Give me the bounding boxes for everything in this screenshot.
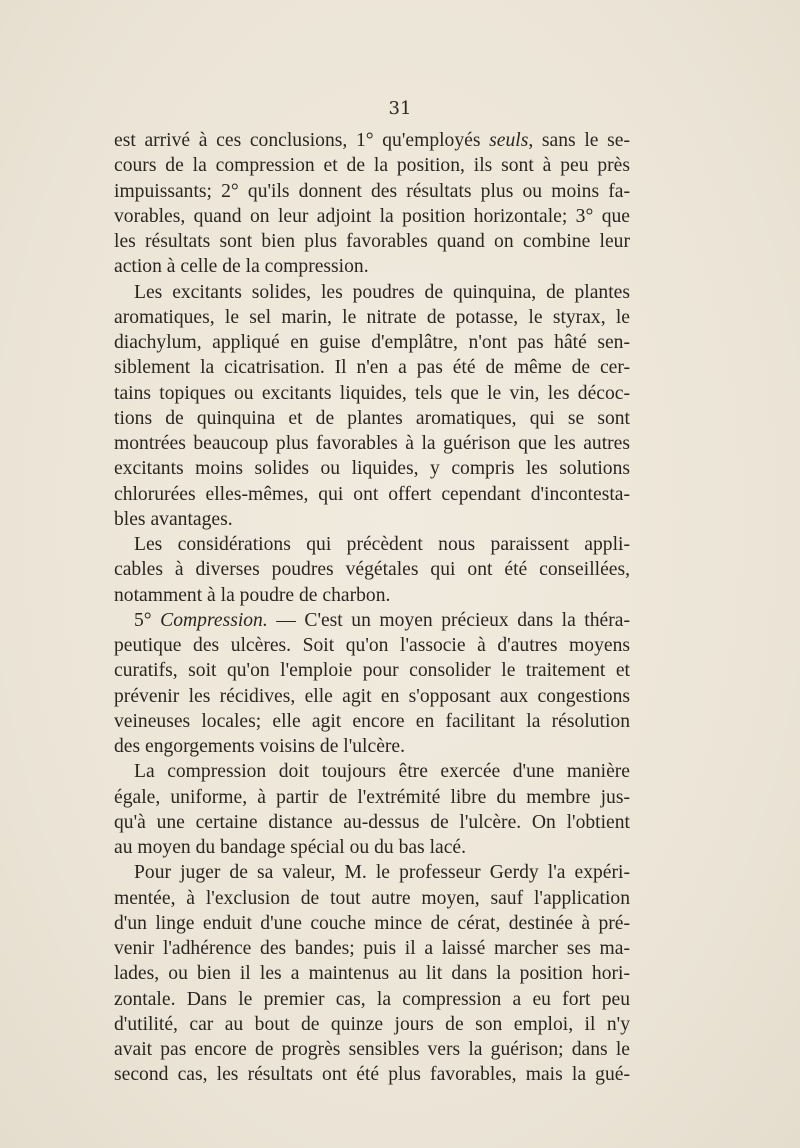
- text-line: cours de la compression et de la position, ils sont à peu près: [114, 155, 630, 177]
- text-line: venir l'adhérence des bandes; puis il a laissé marcher ses ma-: [114, 938, 630, 959]
- text-line: égale, uniforme, à partir de l'extrémité libre du membre jus-: [114, 786, 630, 808]
- text-line: aromatiques, le sel marin, le nitrate de potasse, le styrax, le: [114, 306, 630, 328]
- text-line: siblement la cicatrisation. Il n'en a pas été de même de cer-: [114, 357, 630, 379]
- text-line: des engorgements voisins de l'ulcère.: [114, 736, 406, 757]
- text-line: zontale. Dans le premier cas, la compression a eu fort peu: [114, 988, 630, 1010]
- text-line: Les considérations qui précèdent nous paraissent appli-: [134, 534, 630, 555]
- text-line: au moyen du bandage spécial ou du bas lacé.: [114, 837, 467, 858]
- text-line: 5° Compression. — C'est un moyen précieux dans la théra-: [134, 609, 630, 631]
- text-line: peutique des ulcères. Soit qu'on l'associe à d'autres moyens: [114, 635, 630, 656]
- text-line: avait pas encore de progrès sensibles vers la guérison; dans le: [114, 1039, 630, 1060]
- text-line: veineuses locales; elle agit encore en facilitant la résolution: [114, 710, 630, 732]
- text-line: La compression doit toujours être exercée d'une manière: [134, 761, 630, 783]
- text-line: qu'à une certaine distance au-dessus de l'ulcère. On l'obtient: [114, 811, 630, 833]
- text-line: tions de quinquina et de plantes aromatiques, qui se sont: [114, 407, 630, 429]
- text-line: mentée, à l'exclusion de tout autre moyen, sauf l'application: [114, 887, 630, 909]
- text-line: second cas, les résultats ont été plus favorables, mais la gué-: [114, 1064, 630, 1086]
- text-line: bles avantages.: [114, 508, 233, 530]
- text-line: prévenir les récidives, elle agit en s'opposant aux congestions: [114, 685, 630, 707]
- text-line: Pour juger de sa valeur, M. le professeur Gerdy l'a expéri-: [134, 862, 630, 884]
- text-line: lades, ou bien il les a maintenus au lit dans la position hori-: [114, 963, 630, 985]
- text-line: d'utilité, car au bout de quinze jours de son emploi, il n'y: [114, 1013, 630, 1035]
- text-line: cables à diverses poudres végétales qui ont été conseillées,: [114, 559, 630, 581]
- text-line: d'un linge enduit d'une couche mince de cérat, destinée à pré-: [114, 912, 630, 934]
- text-line: excitants moins solides ou liquides, y compris les solutions: [114, 458, 630, 480]
- text-line: tains topiques ou excitants liquides, tels que le vin, les décoc-: [114, 382, 630, 404]
- text-line: diachylum, appliqué en guise d'emplâtre, n'ont pas hâté sen-: [114, 332, 630, 353]
- text-line: est arrivé à ces conclusions, 1° qu'employés seuls, sans le se-: [114, 130, 630, 151]
- text-line: impuissants; 2° qu'ils donnent des résultats plus ou moins fa-: [114, 180, 630, 202]
- text-line: chlorurées elles-mêmes, qui ont offert cependant d'incontesta-: [114, 483, 630, 505]
- text-line: action à celle de la compression.: [114, 256, 369, 278]
- page-number: 31: [388, 98, 412, 119]
- text-line: Les excitants solides, les poudres de quinquina, de plantes: [134, 281, 630, 303]
- text-line: vorables, quand on leur adjoint la position horizontale; 3° que: [114, 205, 630, 227]
- text-line: les résultats sont bien plus favorables quand on combine leur: [114, 231, 630, 252]
- text-line: notamment à la poudre de charbon.: [114, 584, 391, 606]
- body-text: [114, 128, 630, 1088]
- text-line: curatifs, soit qu'on l'emploie pour consolider le traitement et: [114, 660, 630, 682]
- text-line: montrées beaucoup plus favorables à la guérison que les autres: [114, 433, 630, 454]
